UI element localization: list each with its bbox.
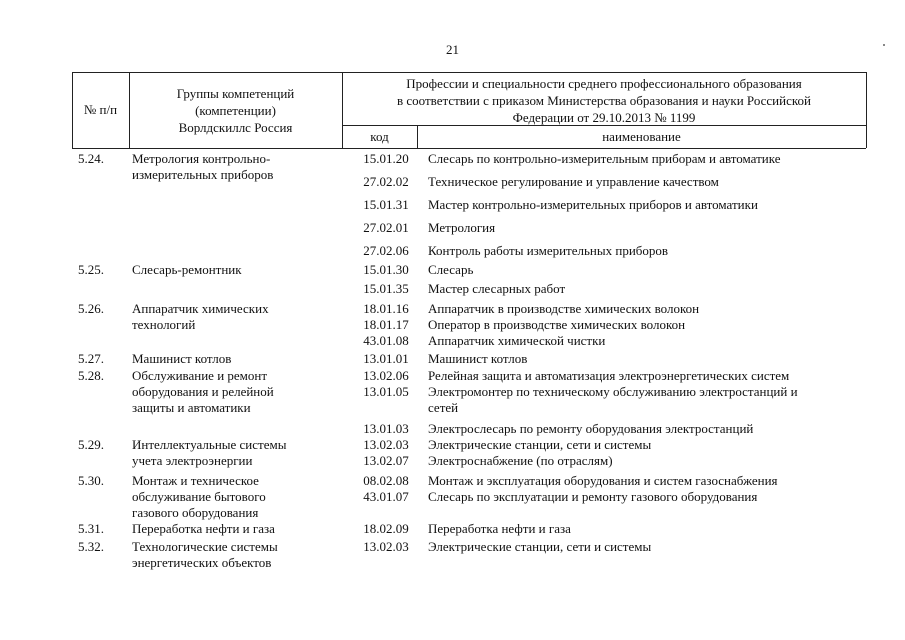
profession-code: 27.02.02	[363, 174, 409, 189]
profession-name	[428, 220, 868, 236]
competency-group	[132, 301, 337, 333]
profession-name	[428, 151, 868, 167]
profession-code: 13.01.01	[363, 351, 409, 366]
header-code: код	[370, 129, 389, 144]
profession-name-line: Машинист котлов	[428, 351, 528, 366]
profession-name-line: Слесарь по эксплуатации и ремонту газового оборудования	[428, 489, 758, 504]
profession-name	[428, 421, 868, 437]
table-header	[72, 72, 866, 148]
profession-code: 13.01.03	[363, 421, 409, 436]
profession-name-line: Метрология	[428, 220, 496, 235]
profession-name-line: Электрические станции, сети и системы	[428, 437, 652, 452]
profession-name	[428, 351, 868, 367]
competency-group-line: Переработка нефти и газа	[132, 521, 275, 536]
profession-code: 27.02.06	[363, 243, 409, 258]
profession-code: 27.02.01	[363, 220, 409, 235]
competency-group	[132, 437, 337, 469]
profession-name	[428, 489, 868, 505]
row-number: 5.25.	[78, 262, 104, 277]
row-number: 5.32.	[78, 539, 104, 554]
row-number: 5.31.	[78, 521, 104, 536]
profession-name-line: Слесарь по контрольно-измерительным приборам и автоматике	[428, 151, 781, 166]
header-group-line-3: Ворлдскиллс Россия	[178, 120, 293, 135]
row-number: 5.24.	[78, 151, 104, 166]
header-right-border	[866, 72, 867, 148]
profession-name-line: Мастер контрольно-измерительных приборов и автоматики	[428, 197, 758, 212]
competency-group-line: энергетических объектов	[132, 555, 272, 570]
header-spec-line-1: Профессии и специальности среднего профессионального образования	[406, 76, 802, 91]
competency-group	[132, 151, 337, 183]
profession-code: 15.01.35	[363, 281, 409, 296]
competency-group	[132, 351, 337, 367]
profession-code: 15.01.20	[363, 151, 409, 166]
profession-name	[428, 473, 868, 489]
profession-name	[428, 281, 868, 297]
profession-name-line: Мастер слесарных работ	[428, 281, 566, 296]
profession-code: 15.01.31	[363, 197, 409, 212]
profession-name-line: Аппаратчик химической чистки	[428, 333, 606, 348]
profession-name-line: Релейная защита и автоматизация электроэнергетических систем	[428, 368, 790, 383]
profession-name-line: Аппаратчик в производстве химических волокон	[428, 301, 700, 316]
profession-name-line: Контроль работы измерительных приборов	[428, 243, 669, 258]
competency-group-line: Интеллектуальные системы	[132, 437, 287, 452]
profession-code: 08.02.08	[363, 473, 409, 488]
competency-group-line: Обслуживание и ремонт	[132, 368, 268, 383]
competency-group	[132, 521, 337, 537]
competency-group	[132, 473, 337, 521]
profession-name	[428, 317, 868, 333]
header-spec	[342, 75, 866, 126]
profession-name	[428, 368, 868, 384]
profession-name-line: сетей	[428, 400, 459, 415]
header-num: № п/п	[83, 102, 118, 117]
profession-name	[428, 384, 868, 416]
competency-group-line: Машинист котлов	[132, 351, 232, 366]
profession-name	[428, 197, 868, 213]
competency-group-line: оборудования и релейной	[132, 384, 274, 399]
row-number: 5.29.	[78, 437, 104, 452]
profession-code: 18.01.17	[363, 317, 409, 332]
header-top-border	[72, 72, 866, 73]
profession-name	[428, 262, 868, 278]
header-group	[129, 85, 342, 136]
profession-name-line: Электрические станции, сети и системы	[428, 539, 652, 554]
competency-group	[132, 262, 337, 278]
header-spec-line-2: в соответствии с приказом Министерства образования и науки Российской	[397, 93, 811, 108]
profession-code: 13.02.06	[363, 368, 409, 383]
header-spec-line-3: Федерации от 29.10.2013 № 1199	[512, 110, 696, 125]
profession-name-line: Оператор в производстве химических волокон	[428, 317, 686, 332]
profession-name	[428, 453, 868, 469]
profession-code: 18.02.09	[363, 521, 409, 536]
header-bottom-border	[72, 148, 866, 149]
row-number: 5.30.	[78, 473, 104, 488]
profession-name-line: Электромонтер по техническому обслуживанию электростанций и	[428, 384, 798, 399]
row-number: 5.28.	[78, 368, 104, 383]
competency-group-line: технологий	[132, 317, 196, 332]
profession-name	[428, 301, 868, 317]
profession-name	[428, 539, 868, 555]
page-number: 21	[446, 42, 459, 57]
header-group-line-1: Группы компетенций	[176, 86, 295, 101]
competency-group-line: учета электроэнергии	[132, 453, 253, 468]
competency-group-line: защиты и автоматики	[132, 400, 251, 415]
competency-group-line: Аппаратчик химических	[132, 301, 269, 316]
header-group-line-2: (компетенции)	[195, 103, 276, 118]
profession-name-line: Слесарь	[428, 262, 474, 277]
profession-code: 15.01.30	[363, 262, 409, 277]
row-number: 5.26.	[78, 301, 104, 316]
competency-group-line: газового оборудования	[132, 505, 259, 520]
profession-code: 43.01.07	[363, 489, 409, 504]
competency-group-line: обслуживание бытового	[132, 489, 266, 504]
competency-group-line: Технологические системы	[132, 539, 278, 554]
profession-code: 13.02.07	[363, 453, 409, 468]
scan-speck	[883, 44, 885, 46]
profession-name	[428, 437, 868, 453]
competency-group-line: Метрология контрольно-	[132, 151, 271, 166]
profession-name	[428, 333, 868, 349]
profession-code: 18.01.16	[363, 301, 409, 316]
profession-code: 43.01.08	[363, 333, 409, 348]
row-number: 5.27.	[78, 351, 104, 366]
competency-group-line: Слесарь-ремонтник	[132, 262, 242, 277]
profession-code: 13.01.05	[363, 384, 409, 399]
competency-group-line: измерительных приборов	[132, 167, 274, 182]
competency-group	[132, 368, 337, 416]
profession-name	[428, 174, 868, 190]
profession-name	[428, 243, 868, 259]
profession-name-line: Техническое регулирование и управление качеством	[428, 174, 719, 189]
profession-code: 13.02.03	[363, 539, 409, 554]
profession-name-line: Переработка нефти и газа	[428, 521, 571, 536]
profession-code: 13.02.03	[363, 437, 409, 452]
profession-name-line: Электрослесарь по ремонту оборудования электростанций	[428, 421, 754, 436]
competency-group	[132, 539, 337, 571]
profession-name-line: Монтаж и эксплуатация оборудования и систем газоснабжения	[428, 473, 778, 488]
competency-group-line: Монтаж и техническое	[132, 473, 259, 488]
header-name: наименование	[602, 129, 681, 144]
profession-name	[428, 521, 868, 537]
profession-name-line: Электроснабжение (по отраслям)	[428, 453, 613, 468]
